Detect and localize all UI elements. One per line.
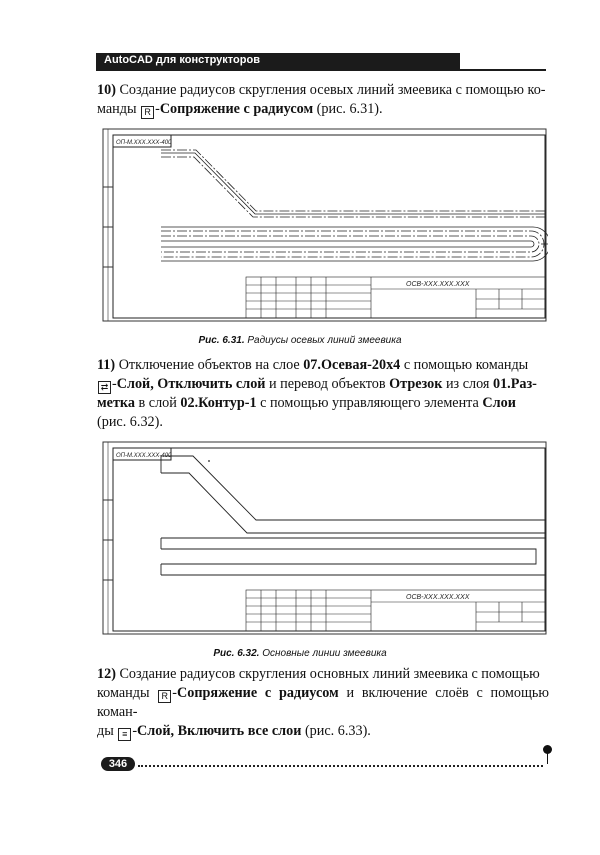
step-12-ref: (рис. 6.33). [301,723,371,739]
step-11-dash: - [112,376,117,392]
caption-6-32-number: Рис. 6.32. [213,648,260,659]
fillet-command: Сопряжение с радиусом [159,101,314,117]
layers-on-command: Слой, Включить все слои [137,723,302,739]
fillet-icon: R [141,106,154,119]
footer-dotted-rule [138,765,543,767]
step-11-text-2: с помощью команды [400,357,529,373]
step-10-text: Создание радиусов скругления осевых линий змеевика с помощью ко- [115,82,546,98]
step-12-text-2c: и включение слоёв с помощью коман- [97,685,549,720]
drawing-6-31 [101,127,548,323]
step-12-number: 12) [97,666,116,682]
layer-osevaya: 07.Осевая-20х4 [303,357,401,373]
caption-6-31-text: Радиусы осевых линий змеевика [244,335,402,346]
fillet-icon-2: R [158,690,171,703]
figure-6-32 [101,440,548,636]
step-11-text-1: Отключение объектов на слое [115,357,304,373]
layers-control: Слои [482,395,516,411]
header-rule [96,69,546,71]
page-number: 346 [101,757,135,771]
caption-6-32-text: Основные линии змеевика [259,648,387,659]
step-12-dash-2: - [132,723,138,739]
layers-on-icon: ≡ [118,728,131,741]
layer-razmetka-b: метка [97,395,135,411]
fig31-stamp: ОП-М.ХХХ.ХХХ-400 [116,140,172,146]
step-11-ref: (рис. 6.32). [97,414,163,430]
step-10-text-b: манды [97,101,141,117]
layer-off-icon: ⇄ [98,381,111,394]
step-12-paragraph [97,665,549,741]
layer-off-command: Слой, Отключить слой [116,376,266,392]
fig32-stamp: ОП-М.ХХХ.ХХХ-400 [116,453,172,459]
step-10-paragraph [97,81,549,119]
step-10-dash: - [155,101,160,117]
step-11-number: 11) [97,357,116,373]
caption-6-31 [0,335,600,346]
fillet-command-2: Сопряжение с радиусом [177,685,339,701]
fig31-titleblock: ОСВ-ХХХ.ХХХ.ХХХ [406,281,470,288]
step-10-ref: (рис. 6.31). [313,101,383,117]
fig32-titleblock: ОСВ-ХХХ.ХХХ.ХХХ [406,594,470,601]
running-header-title: AutoCAD для конструкторов [104,54,260,66]
step-11-text-6: в слой [134,395,181,411]
footer-end-dot [543,745,552,754]
step-11-text-5: из слоя [442,376,493,392]
caption-6-31-number: Рис. 6.31. [198,335,245,346]
step-12-text-2a: команды [97,685,158,701]
step-12-text-3a: ды [97,723,118,739]
step-12-dash-1: - [172,685,178,701]
step-11-text-7: с помощью управляющего элемента [256,395,483,411]
running-header [96,53,460,70]
step-10-number: 10) [97,82,116,98]
caption-6-32 [0,648,600,659]
step-11-paragraph [97,356,549,432]
step-12-text-1: Создание радиусов скругления основных линий змеевика с помощью [115,666,540,682]
figure-6-31 [101,127,548,323]
drawing-6-32 [101,440,548,636]
layer-kontur: 02.Контур-1 [180,395,257,411]
layer-razmetka-a: 01.Раз- [492,376,537,392]
step-11-text-4: и перевод объектов [265,376,390,392]
object-line: Отрезок [389,376,443,392]
